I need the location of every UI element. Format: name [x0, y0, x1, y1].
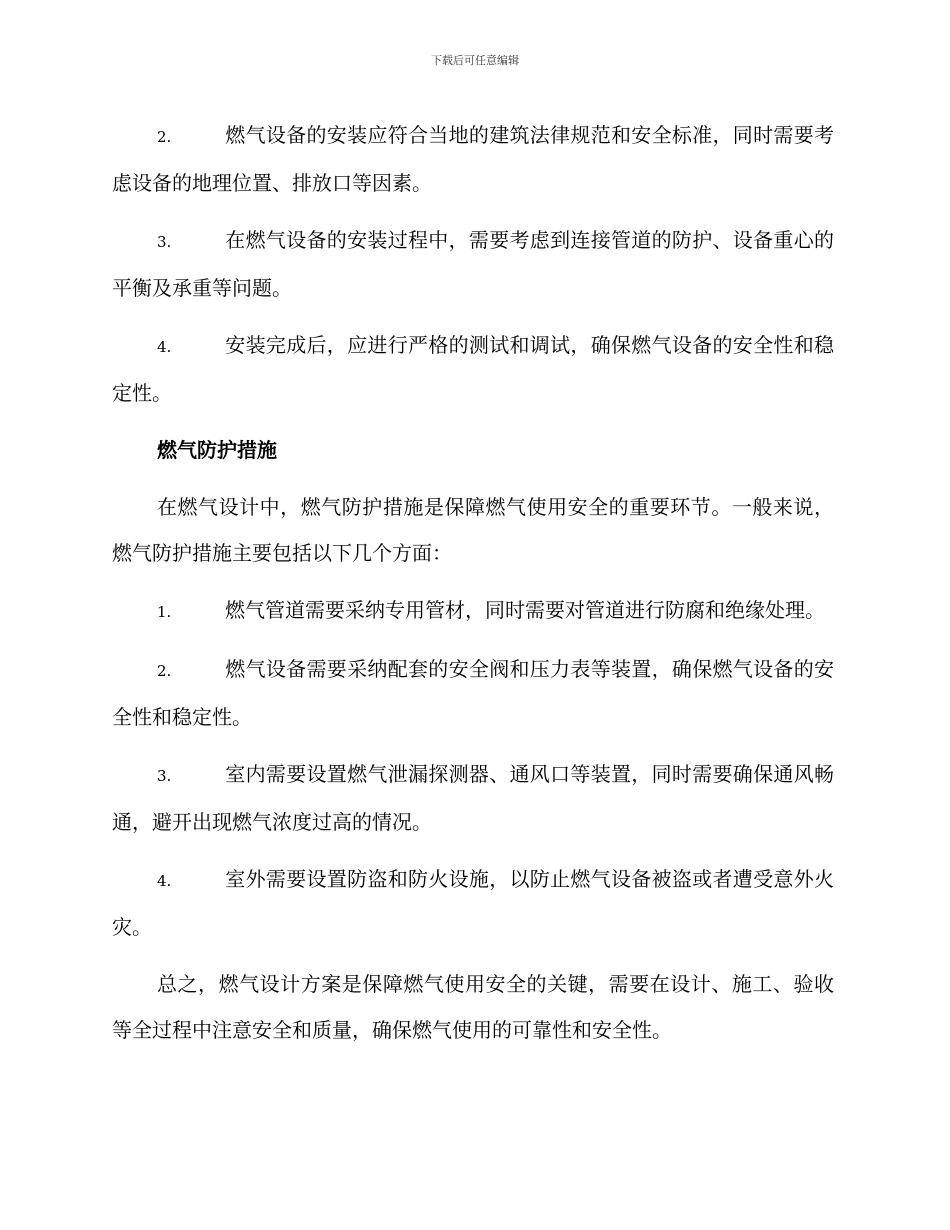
conclusion-paragraph: 总之，燃气设计方案是保障燃气使用安全的关键，需要在设计、施工、验收等全过程中注意安全和质量，确保燃气使用的可靠性和安全性。 [112, 972, 834, 1042]
list-item [112, 217, 834, 311]
list-item [112, 646, 834, 740]
list-item-number: 2. [157, 662, 172, 680]
section-heading: 燃气防护措施 [157, 438, 277, 462]
list-item-text: 燃气管道需要采纳专用管材，同时需要对管道进行防腐和绝缘处理。 [225, 598, 825, 622]
list-item-number: 1. [157, 603, 172, 621]
intro-paragraph: 在燃气设计中，燃气防护措施是保障燃气使用安全的重要环节。一般来说，燃气防护措施主要包括以下几个方面： [112, 495, 834, 565]
page-header-note: 下载后可任意编辑 [431, 54, 519, 67]
list-item-text: 室外需要设置防盗和防火设施，以防止燃气设备被盗或者遭受意外火灾。 [112, 867, 834, 939]
list-item-number: 3. [157, 767, 172, 785]
list-item [112, 112, 834, 206]
list-item-text: 室内需要设置燃气泄漏探测器、通风口等装置，同时需要确保通风畅通，避开出现燃气浓度过高的情况。 [112, 762, 834, 834]
list-item [112, 856, 834, 950]
list-item-number: 4. [157, 872, 172, 890]
list-item-text: 燃气设备的安装应符合当地的建筑法律规范和安全标准，同时需要考虑设备的地理位置、排放口等因素。 [112, 123, 834, 195]
list-item-number: 2. [157, 128, 172, 146]
list-item-number: 4. [157, 338, 172, 356]
list-item-text: 燃气设备需要采纳配套的安全阀和压力表等装置，确保燃气设备的安全性和稳定性。 [112, 657, 834, 729]
list-item [112, 587, 834, 635]
document-body [112, 112, 834, 1064]
list-item [112, 751, 834, 845]
list-item [112, 322, 834, 416]
list-item-text: 安装完成后，应进行严格的测试和调试，确保燃气设备的安全性和稳定性。 [112, 333, 834, 405]
list-item-text: 在燃气设备的安装过程中，需要考虑到连接管道的防护、设备重心的平衡及承重等问题。 [112, 228, 834, 300]
list-item-number: 3. [157, 233, 172, 251]
